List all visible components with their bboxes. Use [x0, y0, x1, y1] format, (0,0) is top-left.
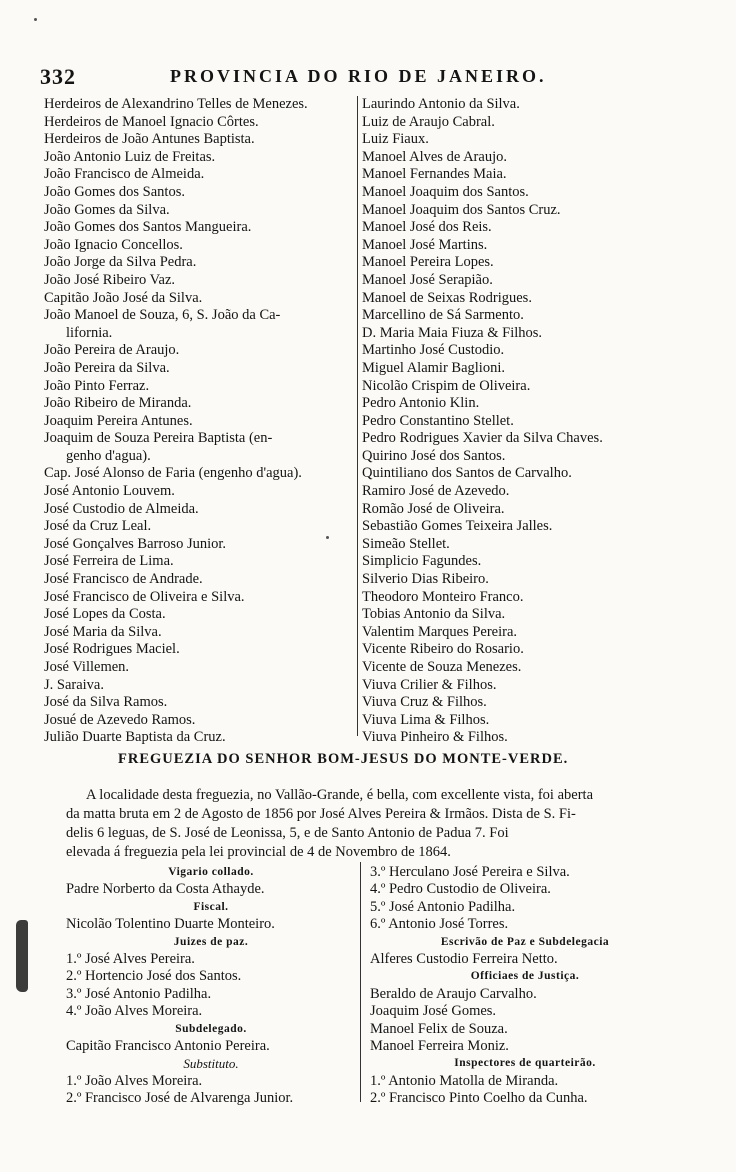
paper-speck — [326, 536, 329, 539]
ink-blot — [16, 920, 28, 992]
list-item: José da Silva Ramos. — [44, 694, 168, 711]
list-item: José Francisco de Oliveira e Silva. — [44, 588, 245, 605]
officials-divider — [360, 862, 361, 1102]
list-item: Joaquim de Souza Pereira Baptista (en- — [44, 430, 273, 447]
list-item: João Gomes da Silva. — [44, 201, 170, 218]
list-item: João Manoel de Souza, 6, S. João da Ca- — [44, 307, 281, 324]
list-item: Laurindo Antonio da Silva. — [362, 96, 520, 112]
list-item: Sebastião Gomes Teixeira Jalles. — [362, 518, 553, 535]
list-item: Luiz de Araujo Cabral. — [362, 113, 495, 130]
list-item: Silverio Dias Ribeiro. — [362, 571, 489, 588]
list-item: João Francisco de Almeida. — [44, 166, 205, 183]
list-item: Viuva Cruz & Filhos. — [362, 694, 487, 711]
list-item: João Gomes dos Santos Mangueira. — [44, 219, 252, 236]
names-list-right — [362, 96, 662, 747]
list-item: José Ferreira de Lima. — [44, 553, 174, 570]
list-item: Manoel Joaquim dos Santos. — [362, 183, 529, 200]
list-item: Manoel José dos Reis. — [362, 219, 492, 236]
page-number: 332 — [40, 64, 76, 89]
list-item: José Villemen. — [44, 659, 130, 675]
list-item: João Ribeiro de Miranda. — [44, 395, 192, 412]
list-item: Manoel Joaquim dos Santos Cruz. — [362, 201, 561, 218]
juiz-entry: 3.º Herculano José Pereira e Silva. — [370, 864, 570, 880]
substituto-title: Substituto. — [183, 1056, 239, 1072]
list-item: João José Ribeiro Vaz. — [44, 271, 176, 288]
list-item: Herdeiros de Manoel Ignacio Côrtes. — [44, 113, 259, 130]
fiscal-name: Nicolão Tolentino Duarte Monteiro. — [66, 916, 275, 933]
list-item: Luiz Fiaux. — [362, 131, 429, 148]
list-item: Viuva Pinheiro & Filhos. — [362, 729, 508, 746]
list-item: Manoel de Seixas Rodrigues. — [362, 289, 532, 306]
list-item: José Lopes da Costa. — [44, 606, 166, 623]
list-item: José Rodrigues Maciel. — [44, 641, 180, 658]
list-item: José Custodio de Almeida. — [44, 500, 199, 517]
paragraph-line: elevada á freguezia pela lei provincial de 4 de Novembro de 1864. — [66, 844, 451, 860]
juiz-entry: 3.º José Antonio Padilha. — [66, 985, 212, 1002]
list-item: Manoel Pereira Lopes. — [362, 254, 494, 271]
list-item: Miguel Alamir Baglioni. — [362, 359, 505, 376]
list-item: Nicolão Crispim de Oliveira. — [362, 377, 531, 394]
juiz-entry: 2.º Hortencio José dos Santos. — [66, 968, 242, 985]
list-item: Julião Duarte Baptista da Cruz. — [44, 729, 226, 746]
escrivao-title: Escrivão de Paz e Subdelegacia — [440, 935, 610, 948]
list-item: Theodoro Monteiro Franco. — [362, 588, 524, 605]
list-item: Pedro Antonio Klin. — [362, 395, 480, 412]
list-item: Marcellino de Sá Sarmento. — [362, 307, 524, 324]
list-item: Pedro Constantino Stellet. — [362, 412, 514, 429]
list-item: João Ignacio Concellos. — [44, 236, 183, 253]
substituto-entry: 2.º Francisco José de Alvarenga Junior. — [66, 1090, 294, 1107]
juiz-entry: 5.º José Antonio Padilha. — [370, 898, 516, 915]
list-item: Manoel José Martins. — [362, 236, 488, 253]
paper-speck — [34, 18, 37, 21]
list-item: Romão José de Oliveira. — [362, 500, 505, 517]
list-item: Quintiliano dos Santos de Carvalho. — [362, 465, 572, 482]
list-item: José da Cruz Leal. — [44, 518, 152, 535]
list-item: J. Saraiva. — [44, 676, 104, 693]
inspector-entry: 1.º Antonio Matolla de Miranda. — [370, 1072, 559, 1089]
official-entry: Manoel Ferreira Moniz. — [370, 1038, 509, 1055]
list-item: Viuva Lima & Filhos. — [362, 711, 490, 728]
names-list-left — [44, 96, 356, 747]
juiz-entry: 6.º Antonio José Torres. — [370, 916, 509, 933]
list-item: José Francisco de Andrade. — [44, 571, 203, 588]
subdelegado-name: Capitão Francisco Antonio Pereira. — [66, 1038, 270, 1055]
juiz-entry: 4.º Pedro Custodio de Oliveira. — [370, 881, 551, 898]
list-item: Vicente Ribeiro do Rosario. — [362, 641, 524, 658]
list-item: João Pereira de Araujo. — [44, 342, 180, 359]
inspectores-title: Inspectores de quarteirão. — [454, 1057, 596, 1070]
official-entry: Beraldo de Araujo Carvalho. — [370, 985, 537, 1002]
officials-right — [370, 864, 680, 1108]
list-item: José Antonio Louvem. — [44, 483, 175, 500]
list-item: Manoel José Serapião. — [362, 271, 493, 288]
list-item: genho d'agua). — [66, 447, 151, 464]
list-item: Cap. José Alonso de Faria (engenho d'agua). — [44, 465, 302, 482]
list-item: Herdeiros de Alexandrino Telles de Menezes. — [44, 96, 308, 112]
list-item: Viuva Crilier & Filhos. — [362, 676, 497, 693]
inspector-entry: 2.º Francisco Pinto Coelho da Cunha. — [370, 1090, 588, 1107]
list-item: Martinho José Custodio. — [362, 342, 505, 359]
officiaes-title: Officiaes de Justiça. — [470, 970, 580, 983]
list-item: Pedro Rodrigues Xavier da Silva Chaves. — [362, 430, 603, 447]
list-item: João Gomes dos Santos. — [44, 183, 185, 200]
paragraph-line: delis 6 leguas, de S. José de Leonissa, 5, e de Santo Antonio de Padua 7. Foi — [66, 825, 509, 841]
escrivao-name: Alferes Custodio Ferreira Netto. — [370, 951, 558, 968]
substituto-entry: 1.º João Alves Moreira. — [66, 1072, 203, 1089]
list-item: Simeão Stellet. — [362, 535, 450, 552]
vigario-title: Vigario collado. — [168, 866, 254, 878]
section-paragraph — [66, 786, 690, 862]
section-heading: FREGUEZIA DO SENHOR BOM-JESUS DO MONTE-VERDE. — [118, 751, 569, 767]
official-entry: Manoel Felix de Souza. — [370, 1020, 508, 1037]
page-header — [40, 64, 680, 90]
list-item: Josué de Azevedo Ramos. — [44, 711, 196, 728]
subdelegado-title: Subdelegado. — [175, 1022, 247, 1035]
list-item: José Maria da Silva. — [44, 623, 162, 640]
paragraph-line: A localidade desta freguezia, no Vallão-Grande, é bella, com excellente vista, foi aberta — [86, 787, 594, 803]
column-divider — [357, 96, 358, 736]
list-item: Simplicio Fagundes. — [362, 553, 482, 570]
list-item: D. Maria Maia Fiuza & Filhos. — [362, 324, 543, 341]
list-item: João Antonio Luiz de Freitas. — [44, 148, 216, 165]
official-entry: Joaquim José Gomes. — [370, 1003, 497, 1020]
list-item: Manoel Fernandes Maia. — [362, 166, 507, 183]
list-item: Quirino José dos Santos. — [362, 447, 506, 464]
list-item: Capitão João José da Silva. — [44, 289, 203, 306]
list-item: Manoel Alves de Araujo. — [362, 148, 507, 165]
juiz-entry: 1.º José Alves Pereira. — [66, 951, 195, 968]
list-item: lifornia. — [66, 324, 113, 341]
list-item: Ramiro José de Azevedo. — [362, 483, 510, 500]
paragraph-line: da matta bruta em 2 de Agosto de 1856 por José Alves Pereira & Irmãos. Dista de S. Fi- — [66, 806, 576, 822]
juiz-entry: 4.º João Alves Moreira. — [66, 1003, 203, 1020]
officials-left — [66, 864, 356, 1108]
list-item: João Pinto Ferraz. — [44, 377, 150, 394]
list-item: Valentim Marques Pereira. — [362, 623, 518, 640]
vigario-name: Padre Norberto da Costa Athayde. — [66, 881, 265, 898]
list-item: Tobias Antonio da Silva. — [362, 606, 506, 623]
list-item: José Gonçalves Barroso Junior. — [44, 535, 227, 552]
list-item: Vicente de Souza Menezes. — [362, 659, 522, 675]
list-item: Joaquim Pereira Antunes. — [44, 412, 193, 429]
fiscal-title: Fiscal. — [193, 900, 229, 913]
running-title: PROVINCIA DO RIO DE JANEIRO. — [170, 66, 547, 86]
list-item: João Jorge da Silva Pedra. — [44, 254, 197, 271]
list-item: João Pereira da Silva. — [44, 359, 170, 376]
list-item: Herdeiros de João Antunes Baptista. — [44, 131, 255, 148]
juizes-title: Juizes de paz. — [173, 935, 249, 948]
